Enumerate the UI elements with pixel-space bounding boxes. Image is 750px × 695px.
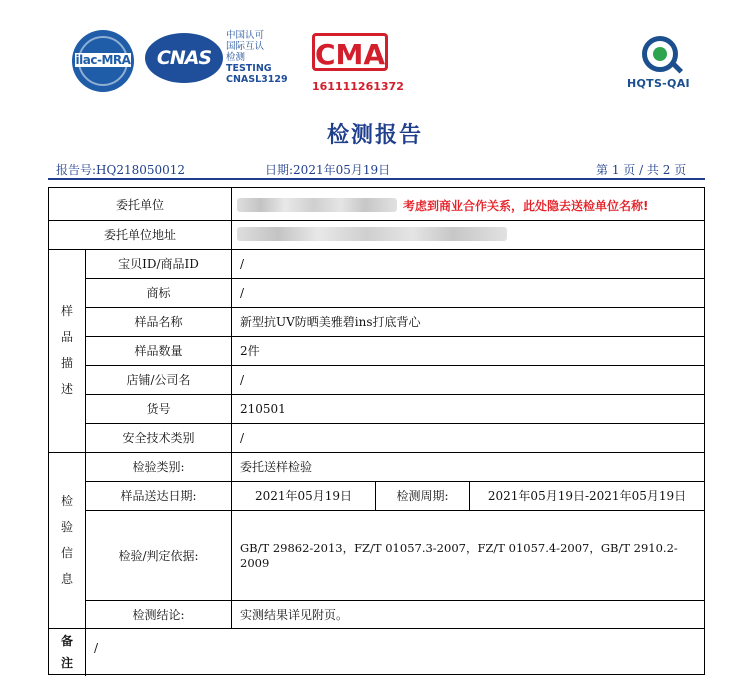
inspection-type-label: 检验类别: — [132, 460, 185, 474]
delivery-date-value: 2021年05月19日 — [254, 489, 353, 503]
conclusion-value: 实测结果详见附页。 — [240, 607, 349, 622]
sample-row-value: / — [240, 285, 245, 300]
client-unit-label: 委托单位 — [115, 197, 164, 212]
section-char: 述 — [60, 382, 73, 396]
cnas-line: 检测 — [226, 52, 246, 63]
cnas-line: CNASL3129 — [226, 74, 288, 85]
sample-row-value: 新型抗UV防晒美雅碧ins打底背心 — [240, 315, 421, 329]
test-period-label: 检测周期: — [396, 489, 449, 503]
cnas-logo — [145, 33, 223, 83]
sample-row-label: 宝贝ID/商品ID — [118, 257, 199, 271]
basis-label: 检验/判定依据: — [118, 548, 199, 563]
report-table — [48, 187, 705, 675]
sample-section-label — [49, 298, 85, 402]
cnas-line: 国际互认 — [226, 41, 265, 52]
hqts-label: HQTS-QAI — [627, 77, 690, 90]
section-char: 验 — [60, 520, 73, 534]
report-number: 报告号:HQ218050012 — [56, 163, 186, 177]
section-char: 信 — [60, 546, 73, 560]
remarks-char: 注 — [60, 656, 73, 670]
sample-row-value: / — [240, 430, 245, 445]
cnas-line: 中国认可 — [226, 30, 265, 41]
inspection-section-label — [49, 488, 85, 592]
cnas-label: CNAS — [156, 47, 212, 69]
basis-value: GB/T 29862-2013，FZ/T 01057.3-2007，FZ/T 01057.4-2007，GB/T 2910.2-2009 — [240, 541, 678, 570]
redacted-client-name — [237, 198, 397, 212]
delivery-date-label: 样品送达日期: — [120, 489, 197, 503]
sample-row-value: 2件 — [240, 344, 260, 358]
remarks-label — [49, 630, 85, 674]
sample-row-label: 货号 — [146, 402, 171, 416]
section-char: 品 — [60, 330, 73, 344]
sample-row-value: / — [240, 256, 245, 271]
section-char: 描 — [60, 356, 73, 370]
sample-row-label: 商标 — [146, 286, 171, 300]
section-char: 检 — [60, 494, 73, 508]
cnas-line: TESTING — [226, 63, 272, 74]
report-date: 日期:2021年05月19日 — [265, 163, 391, 177]
test-period-value: 2021年05月19日-2021年05月19日 — [487, 489, 687, 503]
header-divider — [48, 178, 705, 180]
sample-row-value: 210501 — [240, 401, 286, 416]
redacted-client-address — [237, 227, 507, 241]
section-char: 样 — [60, 304, 73, 318]
sample-row-value: / — [240, 372, 245, 387]
inspection-type-value: 委托送样检验 — [240, 460, 313, 474]
sample-row-label: 样品数量 — [134, 344, 183, 358]
client-address-label: 委托单位地址 — [103, 228, 176, 242]
redaction-notice: 考虑到商业合作关系，此处隐去送检单位名称! — [403, 199, 649, 213]
report-title: 检测报告 — [326, 123, 423, 148]
hqts-globe-icon — [653, 47, 667, 61]
cnas-caption — [226, 30, 288, 85]
remarks-char: 备 — [60, 634, 73, 648]
page-indicator: 第 1 页 / 共 2 页 — [596, 163, 687, 177]
sample-row-label: 店铺/公司名 — [126, 373, 191, 387]
ilac-mra-logo — [72, 30, 134, 92]
conclusion-label: 检测结论: — [132, 607, 185, 622]
remarks-value: / — [94, 641, 99, 655]
ilac-mra-label: ilac-MRA — [75, 53, 131, 67]
cma-number: 161111261372 — [312, 80, 404, 93]
section-char: 息 — [60, 572, 73, 586]
sample-row-label: 样品名称 — [134, 315, 183, 329]
cma-logo: CMA — [312, 33, 388, 71]
sample-row-label: 安全技术类别 — [122, 431, 195, 445]
